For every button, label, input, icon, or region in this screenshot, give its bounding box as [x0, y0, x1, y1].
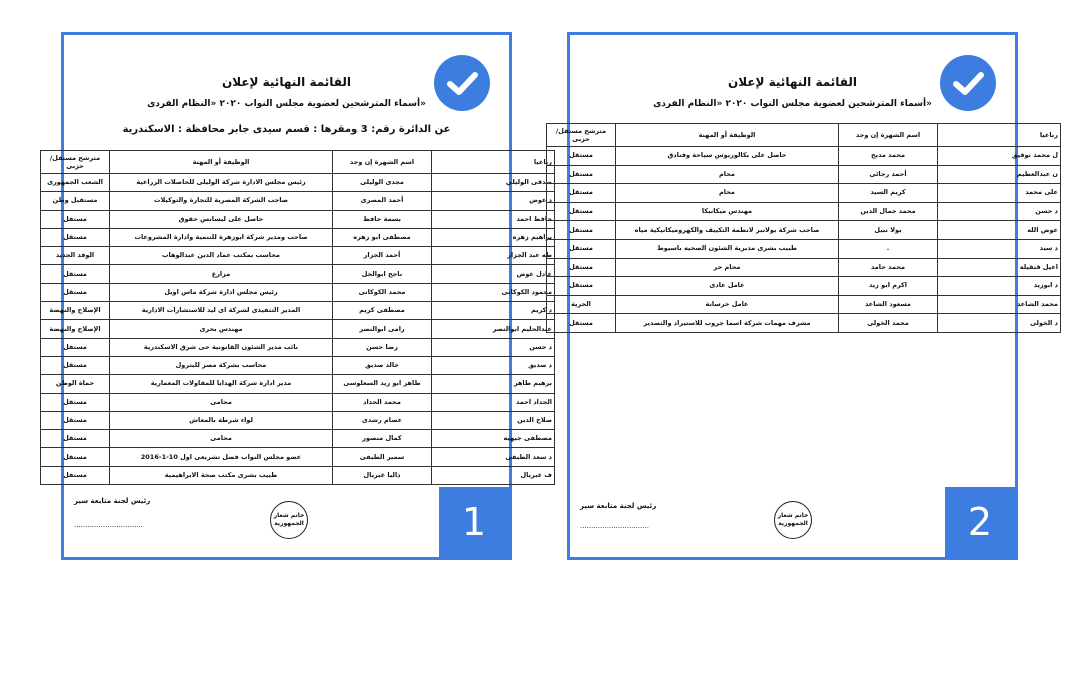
- table-row: [41, 302, 555, 320]
- document-subtitle: أسماء المترشحين لعضوية مجلس النواب ٢٠٢٠ «النظام الفردى»: [147, 99, 426, 109]
- party-cell: الشعب الجمهورى: [41, 174, 110, 192]
- fame-name-cell: محمد الخولى: [839, 314, 938, 333]
- header-fame: اسم الشهرة إن وجد: [839, 124, 938, 147]
- fame-name-cell: سمير الطيفى: [333, 448, 432, 466]
- table-row: [547, 147, 1061, 166]
- header-name: رباعيا: [938, 124, 1061, 147]
- header-fame: اسم الشهرة إن وجد: [333, 151, 432, 174]
- candidate-name-cell: براهيم زهره: [432, 228, 555, 246]
- profession-cell: رئيس مجلس ادارة شركة ماس اويل: [110, 283, 333, 301]
- party-cell: مستقل: [547, 184, 616, 203]
- profession-cell: عامل خرسانة: [616, 295, 839, 314]
- table-row: [41, 356, 555, 374]
- district-line: عن الدائرة رقم: 3 ومقرها : قسم سيدى جابر محافظة : الاسكندرية: [122, 124, 451, 135]
- table-row: [41, 210, 555, 228]
- candidate-name-cell: د صديق: [432, 356, 555, 374]
- party-cell: الوفد الجديد: [41, 247, 110, 265]
- party-cell: مستقل: [547, 258, 616, 277]
- candidate-name-cell: د كريم: [432, 302, 555, 320]
- candidate-name-cell: طه عبد الجزار: [432, 247, 555, 265]
- table-row: [41, 466, 555, 484]
- party-cell: مستقل: [41, 228, 110, 246]
- fame-name-cell: عصام رشدى: [333, 411, 432, 429]
- profession-cell: محام: [616, 165, 839, 184]
- signature-label: رئيس لجنة متابعة سير: [580, 502, 657, 510]
- fame-name-cell: أحمد المصرى: [333, 192, 432, 210]
- check-circle-icon[interactable]: [434, 55, 490, 111]
- party-cell: الإصلاح والنهضة: [41, 302, 110, 320]
- fame-name-cell: رضا حسن: [333, 338, 432, 356]
- table-row: [41, 375, 555, 393]
- party-cell: مستقل: [41, 356, 110, 374]
- table-row: [547, 165, 1061, 184]
- page-number-badge: 2: [945, 487, 1015, 557]
- fame-name-cell: داليا غبريال: [333, 466, 432, 484]
- fame-name-cell: محمد جمال الدين: [839, 202, 938, 221]
- party-cell: مستقل: [547, 147, 616, 166]
- fame-name-cell: مصطفى ابو زهره: [333, 228, 432, 246]
- candidate-name-cell: عوض الله: [938, 221, 1061, 240]
- profession-cell: طبيب بشرى مديرية الشئون الصحيه باسيوط: [616, 239, 839, 258]
- table-row: [547, 295, 1061, 314]
- signature-line: ...............................: [580, 522, 649, 530]
- profession-cell: لواء شرطة بالمعاش: [110, 411, 333, 429]
- candidate-name-cell: د ابوزيد: [938, 277, 1061, 296]
- fame-name-cell: ناجح ابوالخل: [333, 265, 432, 283]
- fame-name-cell: محمد حامد: [839, 258, 938, 277]
- party-cell: مستقل: [41, 283, 110, 301]
- table-row: [41, 265, 555, 283]
- party-cell: مستقل: [41, 430, 110, 448]
- profession-cell: محاسب بمكتب عماد الدين عبدالوهاب: [110, 247, 333, 265]
- profession-cell: صاحب شركة بولانبر لانظمة التكييف والكهروميكانيكية مياه: [616, 221, 839, 240]
- fame-name-cell: محمد الحداد: [333, 393, 432, 411]
- candidate-name-cell: عبدالحليم ابوالنصر: [432, 320, 555, 338]
- candidate-name-cell: عادل عوض: [432, 265, 555, 283]
- table-row: [41, 247, 555, 265]
- table-row: [547, 221, 1061, 240]
- document-subtitle: أسماء المترشحين لعضوية مجلس النواب ٢٠٢٠ «النظام الفردى»: [653, 99, 932, 109]
- republic-seal: خاتم شعار الجمهورية: [774, 501, 812, 539]
- profession-cell: صاحب ومدير شركة ابوزهرة للتنمية وادارة المشروعات: [110, 228, 333, 246]
- profession-cell: صاحب الشركة المصرية للتجارة والتوكيلات: [110, 192, 333, 210]
- fame-name-cell: محمد الكوكانى: [333, 283, 432, 301]
- document-page: [555, 35, 1058, 557]
- table-row: [547, 239, 1061, 258]
- party-cell: مستقل: [547, 277, 616, 296]
- candidate-name-cell: د حسن: [432, 338, 555, 356]
- candidate-name-cell: الحداد احمد: [432, 393, 555, 411]
- fame-name-cell: مصطفى كريم: [333, 302, 432, 320]
- page-number-badge: 1: [439, 487, 509, 557]
- signature-label: رئيس لجنة متابعة سير: [74, 497, 151, 505]
- profession-cell: مهندس بحرى: [110, 320, 333, 338]
- candidate-name-cell: حافظ احمد: [432, 210, 555, 228]
- fame-name-cell: بسمة حافظ: [333, 210, 432, 228]
- document-title: القائمة النهائية لإعلان: [727, 75, 858, 89]
- table-row: [41, 228, 555, 246]
- candidate-name-cell: د سيد: [938, 239, 1061, 258]
- profession-cell: محامى: [110, 430, 333, 448]
- signature-line: ...............................: [74, 521, 143, 529]
- fame-name-cell: رامى ابوالنصر: [333, 320, 432, 338]
- profession-cell: محاسب بشركة مصر للبترول: [110, 356, 333, 374]
- candidate-name-cell: د عوض: [432, 192, 555, 210]
- party-cell: الإصلاح والنهضة: [41, 320, 110, 338]
- candidate-name-cell: برهيم طاهر: [432, 375, 555, 393]
- fame-name-cell: كريم السيد: [839, 184, 938, 203]
- candidates-table: [40, 150, 555, 485]
- candidates-table: [546, 123, 1061, 333]
- table-row: [41, 430, 555, 448]
- profession-cell: مشرف مهمات شركة اسما جروب للاستيراد والتصدير: [616, 314, 839, 333]
- table-row: [547, 277, 1061, 296]
- profession-cell: طبيب بشرى مكتب صحة الابراهيمية: [110, 466, 333, 484]
- candidate-name-cell: ن عبدالعظيم: [938, 165, 1061, 184]
- candidate-name-cell: ل محمد توفيق: [938, 147, 1061, 166]
- party-cell: مستقل: [547, 221, 616, 240]
- candidate-name-cell: اعيل قنقيله: [938, 258, 1061, 277]
- profession-cell: مهندس ميكانيكا: [616, 202, 839, 221]
- party-cell: مستقل: [41, 338, 110, 356]
- party-cell: مستقل: [41, 265, 110, 283]
- table-row: [41, 393, 555, 411]
- table-row: [41, 283, 555, 301]
- table-row: [547, 314, 1061, 333]
- table-row: [41, 448, 555, 466]
- party-cell: مستقل: [41, 466, 110, 484]
- fame-name-cell: مسعود الشاعد: [839, 295, 938, 314]
- republic-seal: خاتم شعار الجمهورية: [270, 501, 308, 539]
- profession-cell: مدير ادارة شركة الهدايا للمقاولات المعمارية: [110, 375, 333, 393]
- party-cell: مستقل: [41, 411, 110, 429]
- candidate-name-cell: د الخولى: [938, 314, 1061, 333]
- fame-name-cell: أحمد رجائى: [839, 165, 938, 184]
- header-job: الوظيفة أو المهنة: [616, 124, 839, 147]
- party-cell: مستقل: [547, 314, 616, 333]
- fame-name-cell: مجدى الوليلى: [333, 174, 432, 192]
- table-row: [547, 258, 1061, 277]
- table-row: [547, 202, 1061, 221]
- header-name: رباعيا: [432, 151, 555, 174]
- check-circle-icon[interactable]: [940, 55, 996, 111]
- table-row: [41, 338, 555, 356]
- candidate-name-cell: صلاح الدين: [432, 411, 555, 429]
- party-cell: الحرية: [547, 295, 616, 314]
- fame-name-cell: محمد مديح: [839, 147, 938, 166]
- fame-name-cell: خالد صديق: [333, 356, 432, 374]
- profession-cell: محامى: [110, 393, 333, 411]
- profession-cell: نائب مدير الشئون القانونية حى شرق الاسكندرية: [110, 338, 333, 356]
- table-row: [41, 174, 555, 192]
- fame-name-cell: كمال منصور: [333, 430, 432, 448]
- document-title: القائمة النهائية لإعلان: [221, 75, 352, 89]
- party-cell: مستقل: [41, 448, 110, 466]
- party-cell: مستقل: [547, 202, 616, 221]
- party-cell: حماة الوطن: [41, 375, 110, 393]
- profession-cell: عضو مجلس النواب فصل تشريعى اول 10-1-2016: [110, 448, 333, 466]
- candidate-name-cell: د سعد الطيفى: [432, 448, 555, 466]
- candidate-name-cell: د حسن: [938, 202, 1061, 221]
- document-page: [47, 35, 552, 557]
- fame-name-cell: اكرم ابو زيد: [839, 277, 938, 296]
- party-cell: مستقل: [41, 210, 110, 228]
- table-row: [41, 320, 555, 338]
- candidate-name-cell: محمود الكوكانى: [432, 283, 555, 301]
- fame-name-cell: طاهر ابو زيد السعلوسى: [333, 375, 432, 393]
- party-cell: مستقل: [41, 393, 110, 411]
- table-row: [41, 411, 555, 429]
- header-party: مترشح مستقل/حزبى: [547, 124, 616, 147]
- profession-cell: رئيس مجلس الادارة شركة الوليلى للحاصلات الزراعية: [110, 174, 333, 192]
- party-cell: مستقبل وطن: [41, 192, 110, 210]
- fame-name-cell: أحمد الجزار: [333, 247, 432, 265]
- party-cell: مستقل: [547, 239, 616, 258]
- profession-cell: عامل عادى: [616, 277, 839, 296]
- candidate-name-cell: على محمد: [938, 184, 1061, 203]
- profession-cell: المدير التنفيذى لشركة اى ليد للاستشارات الادارية: [110, 302, 333, 320]
- profession-cell: محام حر: [616, 258, 839, 277]
- candidate-name-cell: مصطفى جيهيه: [432, 430, 555, 448]
- table-row: [41, 192, 555, 210]
- party-cell: مستقل: [547, 165, 616, 184]
- header-party: مترشح مستقل/حزبى: [41, 151, 110, 174]
- table-row: [547, 184, 1061, 203]
- profession-cell: حاصل على ليسانس حقوق: [110, 210, 333, 228]
- candidate-name-cell: صدقى الوليلي: [432, 174, 555, 192]
- fame-name-cell: .: [839, 239, 938, 258]
- profession-cell: حاصل على بكالوريوس سياحة وفنادق: [616, 147, 839, 166]
- fame-name-cell: بولا نبيل: [839, 221, 938, 240]
- header-job: الوظيفة أو المهنة: [110, 151, 333, 174]
- candidate-name-cell: محمد الشاعد: [938, 295, 1061, 314]
- profession-cell: مزارع: [110, 265, 333, 283]
- candidate-name-cell: ف غبريال: [432, 466, 555, 484]
- page-thumbnail-2[interactable]: [555, 32, 1058, 560]
- profession-cell: محام: [616, 184, 839, 203]
- page-thumbnail-1[interactable]: [47, 32, 552, 560]
